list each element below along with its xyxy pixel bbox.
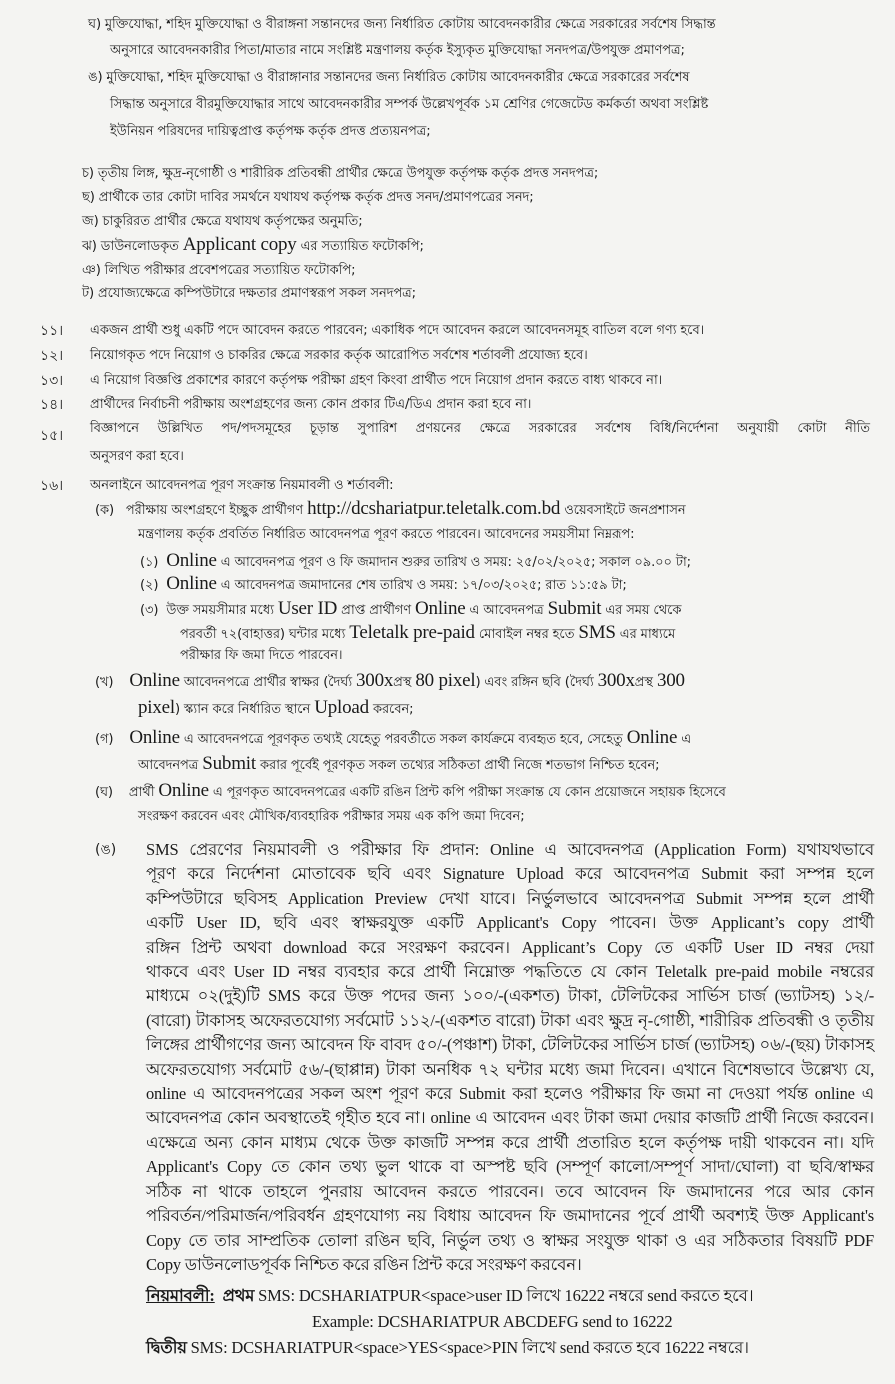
sub-item-ka: (ক) পরীক্ষায় অংশগ্রহণে ইচ্ছুক প্রার্থীগণ http://dcshariatpur.teletalk.com.bd ওয়েবসাইটে জনপ্রশাসন (95, 498, 686, 519)
sub-item-ga: (গ) Online এ আবেদনপত্রে পূরণকৃত তথ্যই যেহেতু পরবর্তীতে সকল কার্যক্রমে ব্যবহৃত হবে, সেহেতু Online এ (95, 727, 692, 748)
paragraph-line: থাকবে এবং User ID নম্বর ব্যবহার করে প্রার্থী নিম্নোক্ত পদ্ধতিতে যে কোন Teletalk pre-paid mobile নম্বরের (146, 962, 874, 982)
sub-item-kha-cont: pixel) স্ক্যান করে নির্ধারিত স্থানে Upload করবেন; (138, 697, 414, 718)
sub-item-nga-marker: (ঙ) (95, 842, 117, 858)
list-item-nya: ঞ) লিখিত পরীক্ষার প্রবেশপত্রের সত্যায়িত ফটোকপি; (82, 263, 356, 278)
clause-13: এ নিয়োগ বিজ্ঞপ্তি প্রকাশের কারণে কর্তৃপক্ষ পরীক্ষা গ্রহণ কিংবা প্রার্থীত পদে নিয়োগ প্রদান করতে বাধ্য থাকবে না। (90, 373, 663, 388)
schedule-end: (২) Online এ আবেদনপত্র জমাদানের শেষ তারিখ ও সময়: ১৭/০৩/২০২৫; রাত ১১:৫৯ টা; (140, 573, 627, 594)
paragraph-line: লিঙ্গের প্রার্থীগণের জন্য আবেদন ফি বাবদ ৫০/-(পঞ্চাশ) টাকা, টেলিটকের সার্ভিস চার্জ (ভ্যাটসহ) ০৬/-(ছয়) টাকাসহ (146, 1035, 874, 1055)
paragraph-line: পূরণ করে নির্দেশনা মোতাবেক ছবি এবং Signature Upload করে আবেদনপত্র Submit করা সম্পন্ন হলে (146, 864, 874, 884)
clause-number: ১৫। (40, 428, 64, 444)
schedule-sms-cont2: পরীক্ষার ফি জমা দিতে পারবেন। (180, 648, 343, 663)
clause-12: নিয়োগকৃত পদে নিয়োগ ও চাকরির ক্ষেত্রে সরকার কর্তৃক আরোপিত সর্বশেষ শর্তাবলী প্রযোজ্য হবে। (90, 348, 588, 363)
paragraph-line: Copy তে তার সাম্প্রতিক তোলা রঙিন ছবি, নির্ভুল তথ্য ও স্বাক্ষর সংযুক্ত থাকা ও এর সঠিকতার বিষয়টি PDF (146, 1230, 874, 1250)
schedule-start: (১) Online এ আবেদনপত্র পূরণ ও ফি জমাদান শুরুর তারিখ ও সময়: ২৫/০২/২০২৫; সকাল ০৯.০০ টা; (140, 550, 691, 571)
schedule-sms-cont: পরবর্তী ৭২(বাহাত্তর) ঘন্টার মধ্যে Teletalk pre-paid মোবাইল নম্বর হতে SMS এর মাধ্যমে (180, 622, 676, 643)
paragraph-line: আবেদনপত্র কোন অবস্থাতেই গৃহীত হবে না। online এ আবেদন এবং টাকা জমা দেয়ার কাজটি প্রার্থী নিজে করবেন। (146, 1108, 874, 1128)
list-item-gha-cont: অনুসারে আবেদনকারীর পিতা/মাতার নামে সংশ্লিষ্ট মন্ত্রণালয় কর্তৃক ইস্যুকৃত মুক্তিযোদ্ধা সনদপত্র/উপযুক্ত প্রমাণপত্র; (110, 43, 685, 58)
paragraph-line: (বারো) টাকাসহ অফেরতযোগ্য সর্বমোট ১১২/-(একশত বারো) টাকা এবং ক্ষুদ্র নৃ-গোষ্ঠী, শারীরিক প্রতিবন্ধী ও তৃতীয় (146, 1010, 874, 1030)
clause-15: বিজ্ঞাপনে উল্লিখিত পদ/পদসমূহের চূড়ান্ত সুপারিশ প্রণয়নের ক্ষেত্রে সরকারের সর্বশেষ বিধি/নির্দেশনা অনুযায়ী কোটা নীতি (90, 421, 870, 436)
paragraph-line: পরিবর্তন/পরিমার্জন/পরিবর্ধন গ্রহণযোগ্য নয় বিধায় আবেদন ফি জমাদানের পূর্বে প্রার্থী অবশ্যই উক্ত Applicant's (146, 1206, 874, 1226)
sub-item-ka-cont: মন্ত্রণালয় কর্তৃক প্রবর্তিত নির্ধারিত আবেদনপত্র পূরণ করতে পারবেন। আবেদনের সময়সীমা নিম্নরূপ: (138, 527, 635, 542)
list-item-gha: ঘ) মুক্তিযোদ্ধা, শহিদ মুক্তিযোদ্ধা ও বীরাঙ্গনা সন্তানদের জন্য নির্ধারিত কোটায় আবেদনকারীর ক্ষেত্রে সরকারের সর্বশেষ সিদ্ধান্ত (88, 17, 716, 32)
paragraph-line: কম্পিউটারে ছবিসহ Application Preview দেখা যাবে। নির্ভুলভাবে আবেদনপত্র Submit সম্পন্ন হলে প্রার্থী (146, 888, 874, 908)
clause-15-cont: অনুসরণ করা হবে। (90, 449, 184, 464)
clause-number: ১৬। (40, 478, 64, 494)
list-item-ja: জ) চাকুরিরত প্রার্থীর ক্ষেত্রে যথাযথ কর্তৃপক্ষের অনুমতি; (82, 214, 363, 229)
sms-example: Example: DCSHARIATPUR ABCDEFG send to 16222 (312, 1312, 673, 1331)
list-item-nga: ঙ) মুক্তিযোদ্ধা, শহিদ মুক্তিযোদ্ধা ও বীরাঙ্গানার সন্তানদের জন্য নির্ধারিত কোটায় আবেদনকারীর ক্ষেত্রে সরকারের সর্বশেষ (88, 70, 690, 85)
paragraph-line: Copy ডাউনলোডপূর্বক নিশ্চিত করে রঙিন প্রিন্ট করে সংরক্ষণ করবেন। (146, 1254, 582, 1274)
clause-16: অনলাইনে আবেদনপত্র পূরণ সংক্রান্ত নিয়মাবলী ও শর্তাবলী: (90, 478, 394, 493)
sub-item-gha: (ঘ) প্রার্থী Online এ পূরণকৃত আবেদনপত্রের একটি রঙিন প্রিন্ট কপি পরীক্ষা সংক্রান্ত যে কোন প্রয়োজনে সহায়ক হিসেবে (95, 780, 726, 801)
list-item-nga-cont: সিদ্ধান্ত অনুসারে বীরমুক্তিযোদ্ধার সাথে আবেদনকারীর সম্পর্ক উল্লেখপূর্বক ১ম শ্রেণির গেজেটেড কর্মকর্তা অথবা সংশ্লিষ্ট (110, 97, 709, 112)
list-item-jha: ঝ) ডাউনলোডকৃত Applicant copy এর সত্যায়িত ফটোকপি; (82, 234, 424, 255)
sub-item-ga-cont: আবেদনপত্র Submit করার পূর্বেই পূরণকৃত সকল তথ্যের সঠিকতা প্রার্থী নিজে শতভাগ নিশ্চিত হবেন; (138, 753, 660, 774)
paragraph-line: Applicant's Copy তে কোন তথ্য ভুল থাকে বা অস্পষ্ট ছবি (সম্পূর্ণ কালো/সম্পূর্ণ সাদা/ঘোলা) বা ছবি/স্বাক্ষর (146, 1157, 874, 1177)
website-link[interactable]: http://dcshariatpur.teletalk.com.bd (307, 498, 561, 519)
sub-item-kha: (খ) Online আবেদনপত্রে প্রার্থীর স্বাক্ষর (দৈর্ঘ্য 300xপ্রস্থ 80 pixel) এবং রঙ্গিন ছবি (দৈর্ঘ্য 300xপ্রস্থ 300 (95, 670, 685, 691)
schedule-sms: (৩) উক্ত সময়সীমার মধ্যে User ID প্রাপ্ত প্রার্থীগণ Online এ আবেদনপত্র Submit এর সময় থেকে (140, 598, 682, 619)
paragraph-line: SMS প্রেরণের নিয়মাবলী ও পরীক্ষার ফি প্রদান: Online এ আবেদনপত্র (Application Form) যথাযথভাবে (146, 840, 874, 859)
paragraph-line: রঙ্গিন প্রিন্ট অথবা download করে সংরক্ষণ করবেন। Applicant’s Copy তে একটি User ID নম্বর দেয়া (146, 937, 874, 957)
paragraph-line: সঠিক না থাকে তাহলে পুনরায় আবেদন করতে পারবেন। তবে আবেদন ফি জমাদানের পরে আর কোন (146, 1181, 874, 1201)
sub-item-gha-cont: সংরক্ষণ করবেন এবং মৌখিক/ব্যবহারিক পরীক্ষার সময় এক কপি জমা দিবেন; (138, 809, 525, 824)
paragraph-line: একটি User ID, ছবি এবং স্বাক্ষরযুক্ত একটি Applicant's Copy পাবেন। উক্ত Applicant’s copy প্রার্থী (146, 913, 874, 933)
list-item-nga-cont2: ইউনিয়ন পরিষদের দায়িত্বপ্রাপ্ত কর্তৃপক্ষ কর্তৃক প্রদত্ত প্রত্যয়নপত্র; (110, 124, 431, 139)
clause-number: ১১। (40, 323, 64, 339)
list-item-cha: চ) তৃতীয় লিঙ্গ, ক্ষুদ্র-নৃগোষ্ঠী ও শারীরিক প্রতিবন্ধী প্রার্থীর ক্ষেত্রে উপযুক্ত কর্তৃপক্ষ কর্তৃক প্রদত্ত সনদপত্র; (82, 166, 599, 181)
paragraph-line: মাধ্যমে ০২(দুই)টি SMS করে উক্ত পদের জন্য ১০০/-(একশত) টাকা, টেলিটকের সার্ভিস চার্জ (ভ্যাটসহ) ১২/- (146, 986, 874, 1006)
sms-rule-first: নিয়মাবলী: প্রথম SMS: DCSHARIATPUR<space>user ID লিখে 16222 নম্বরে send করতে হবে। (146, 1286, 754, 1305)
paragraph-line: এক্ষেত্রে অন্য কোন মাধ্যম থেকে উক্ত কাজটি সম্পন্ন করে প্রার্থী প্রতারিত হলে কর্তৃপক্ষ দায়ী থাকবেন না। যদি (146, 1132, 874, 1152)
paragraph-line: online এ আবেদনপত্রের সকল অংশ পূরণ করে Submit করা হলেও পরীক্ষার ফি জমা না দেওয়া পর্যন্ত online এ (146, 1084, 874, 1104)
clause-11: একজন প্রার্থী শুধু একটি পদে আবেদন করতে পারবেন; একাধিক পদে আবেদন করলে আবেদনসমূহ বাতিল বলে গণ্য হবে। (90, 323, 705, 338)
clause-number: ১৩। (40, 373, 64, 389)
sms-instructions-paragraph (146, 838, 874, 1277)
clause-14: প্রার্থীদের নির্বাচনী পরীক্ষায় অংশগ্রহণের জন্য কোন প্রকার টিএ/ডিএ প্রদান করা হবে না। (90, 397, 532, 412)
list-item-chha: ছ) প্রার্থীকে তার কোটা দাবির সমর্থনে যথাযথ কর্তৃপক্ষ কর্তৃক প্রদত্ত সনদ/প্রমাণপত্রের সনদ; (82, 190, 534, 205)
paragraph-line: অফেরতযোগ্য সর্বমোট ৫৬/-(ছাপ্পান্ন) টাকা অনধিক ৭২ ঘন্টার মধ্যে জমা দিবেন। এখানে বিশেষভাবে উল্লেখ্য যে, (146, 1059, 874, 1079)
clause-number: ১২। (40, 348, 64, 364)
clause-number: ১৪। (40, 397, 64, 413)
sms-rule-second: দ্বিতীয় SMS: DCSHARIATPUR<space>YES<space>PIN লিখে send করতে হবে 16222 নম্বরে। (146, 1338, 749, 1357)
list-item-ta: ট) প্রযোজ্যক্ষেত্রে কম্পিউটারে দক্ষতার প্রমাণস্বরূপ সকল সনদপত্র; (82, 286, 416, 301)
